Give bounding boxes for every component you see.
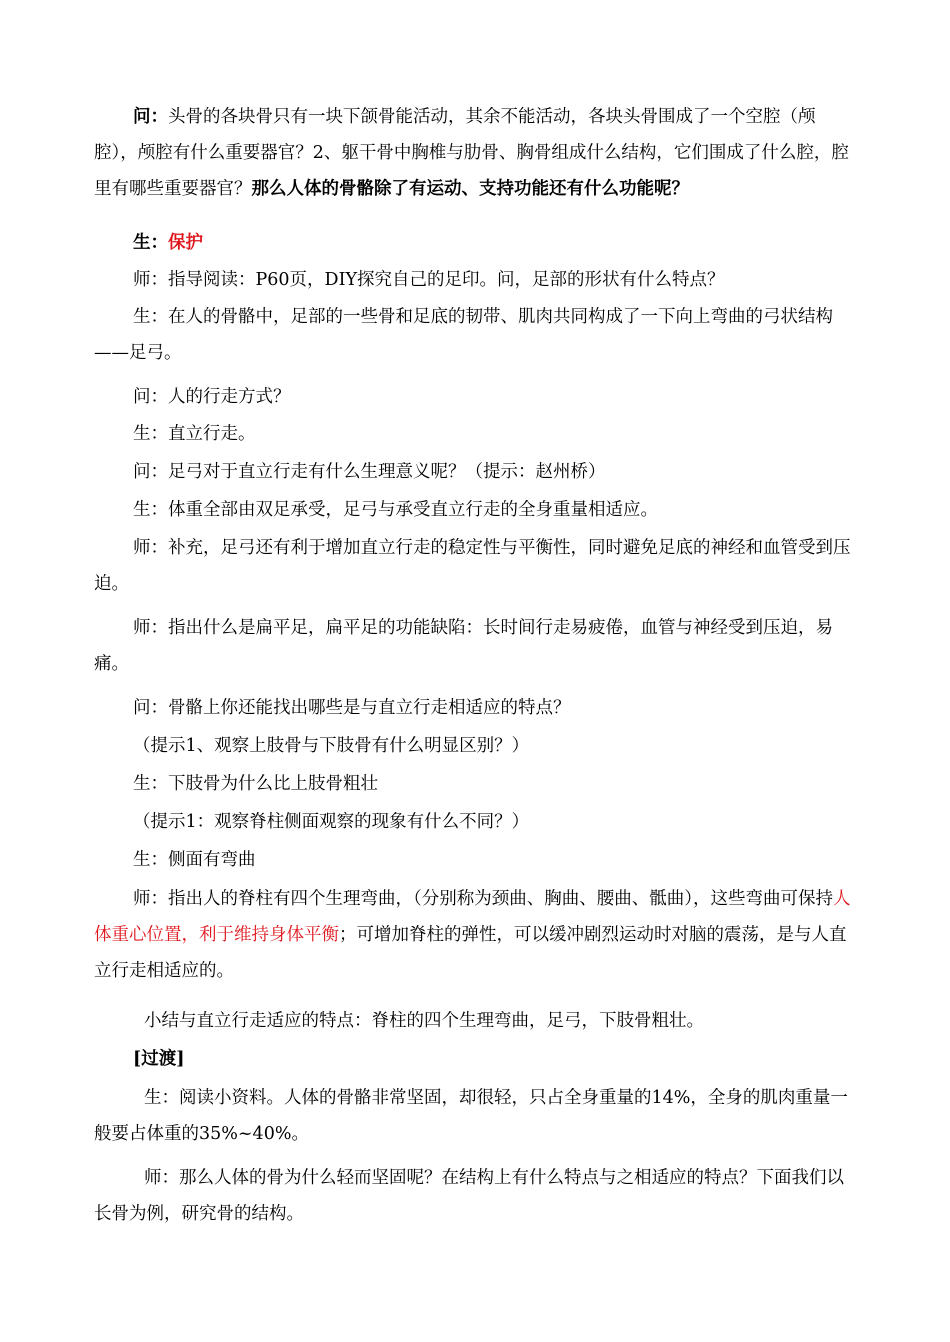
paragraph-hint-spine: （提示1：观察脊柱侧面观察的现象有什么不同？） — [133, 812, 530, 832]
paragraph-teacher-flatfoot: 师：指出什么是扁平足，扁平足的功能缺陷：长时间行走易疲倦，血管与神经受到压迫，易痛。 — [94, 618, 833, 674]
paragraph-answer-protect — [94, 225, 856, 261]
paragraph-question-skull — [94, 99, 856, 207]
paragraph-teacher-supplement: 师：补充，足弓还有利于增加直立行走的稳定性与平衡性，同时避免足底的神经和血管受到压迫。 — [94, 538, 851, 594]
paragraph-student-upright: 生：直立行走。 — [133, 424, 256, 444]
section-transition: [过渡] — [133, 1049, 185, 1069]
paragraph-student-limbs: 生：下肢骨为什么比上肢骨粗壮 — [133, 774, 378, 794]
spine-text-a: 师：指出人的脊柱有四个生理弯曲，（分别称为颈曲、胸曲、腰曲、骶曲），这些弯曲可保持 — [133, 889, 833, 909]
paragraph-student-reading: 生：阅读小资料。人体的骨骼非常坚固，却很轻，只占全身重量的14%，全身的肌肉重量一般要占体重的35%~40%。 — [94, 1088, 848, 1144]
paragraph-student-curve: 生：侧面有弯曲 — [133, 850, 256, 870]
paragraph-question-arch-meaning: 问：足弓对于直立行走有什么生理意义呢？（提示：赵州桥） — [133, 462, 606, 482]
paragraph-hint-limbs: （提示1、观察上肢骨与下肢骨有什么明显区别？） — [133, 736, 530, 756]
student-label: 生： — [133, 233, 168, 253]
question-text: 头骨的各块骨只有一块下颌骨能活动，其余不能活动，各块头骨围成了一个空腔（颅腔），颅腔有什么重要器官？2、躯干骨中胸椎与肋骨、胸骨组成什么结构，它们围成了什么腔，腔里有哪些重要器官？ — [94, 107, 849, 199]
spine-highlight: 人体重心位置，利于维持身体平衡 — [94, 889, 851, 945]
paragraph-teacher-spine — [94, 881, 856, 989]
paragraph-teacher-guide: 师：指导阅读：P60页，DIY探究自己的足印。问，足部的形状有什么特点？ — [133, 270, 725, 290]
question-label: 问： — [133, 107, 168, 127]
spine-text-b: ；可增加脊柱的弹性，可以缓冲剧烈运动时对脑的震荡，是与人直立行走相适应的。 — [94, 925, 847, 981]
paragraph-student-weight: 生：体重全部由双足承受，足弓与承受直立行走的全身重量相适应。 — [133, 500, 658, 520]
paragraph-student-foot-arch: 生：在人的骨骼中，足部的一些骨和足底的韧带、肌肉共同构成了一下向上弯曲的弓状结构——足弓。 — [94, 307, 833, 363]
paragraph-summary: 小结与直立行走适应的特点：脊柱的四个生理弯曲，足弓，下肢骨粗壮。 — [144, 1011, 704, 1031]
paragraph-question-walk: 问：人的行走方式？ — [133, 387, 291, 407]
paragraph-question-features: 问：骨骼上你还能找出哪些是与直立行走相适应的特点？ — [133, 698, 571, 718]
question-bold-text: 那么人体的骨骼除了有运动、支持功能还有什么功能呢？ — [251, 179, 689, 199]
paragraph-teacher-bone-structure: 师：那么人体的骨为什么轻而坚固呢？在结构上有什么特点与之相适应的特点？下面我们以长骨为例，研究骨的结构。 — [94, 1168, 844, 1224]
answer-highlight: 保护 — [168, 233, 203, 253]
